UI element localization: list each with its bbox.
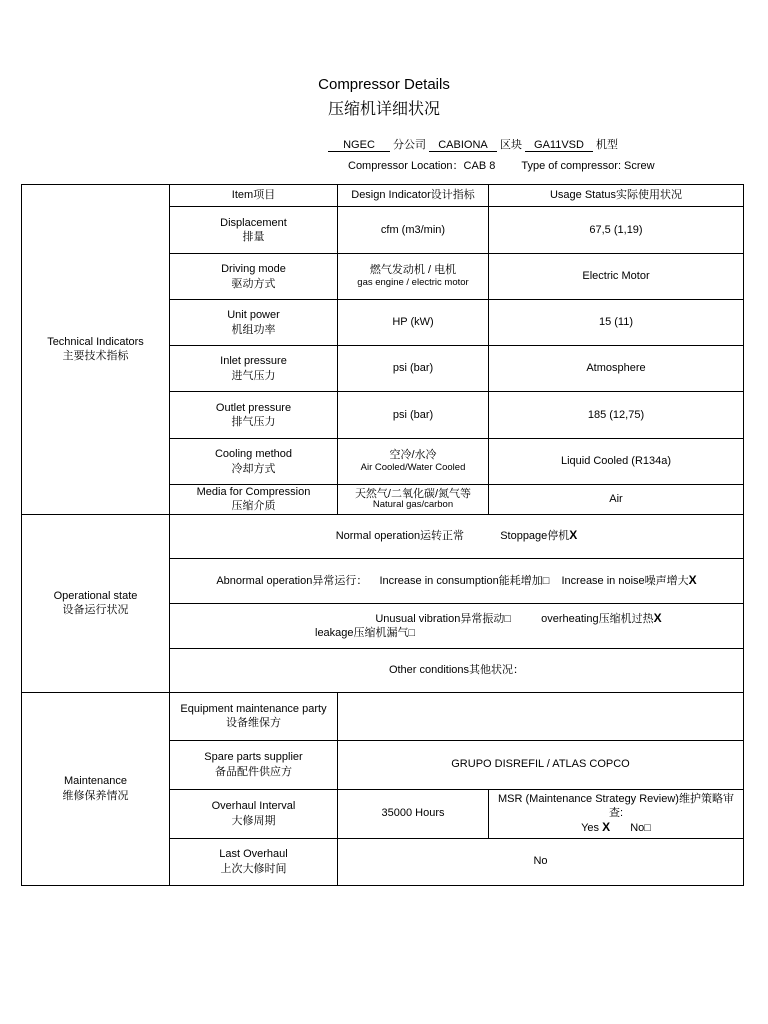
overheating-check-mark: X — [653, 610, 662, 625]
design-cell: cfm (m3/min) — [338, 207, 489, 254]
msr-yes-option: Yes — [581, 822, 600, 835]
item-cell: Outlet pressure 排气压力 — [170, 392, 338, 439]
noise-check-mark: X — [688, 572, 697, 587]
overheating-option: overheating压缩机过热 — [541, 612, 654, 625]
operational-section-label: Operational state 设备运行状况 — [22, 514, 170, 692]
page-title-chinese: 压缩机详细状况 — [327, 101, 440, 118]
item-cell: Inlet pressure 进气压力 — [170, 346, 338, 392]
item-cell: Spare parts supplier 备品配件供应方 — [170, 740, 338, 789]
usage-cell: Atmosphere — [489, 346, 744, 392]
technical-section-label: Technical Indicators 主要技术指标 — [22, 185, 170, 515]
maintenance-section-label: Maintenance 维修保养情况 — [22, 692, 170, 885]
msr-yes-check-mark: X — [602, 820, 611, 835]
abnormal-operation-label: Abnormal operation异常运行： — [216, 574, 368, 587]
company-value: NGEC — [328, 139, 390, 152]
item-cell: Overhaul Interval 大修周期 — [170, 789, 338, 838]
stoppage-check-mark: X — [569, 528, 578, 543]
consumption-option: Increase in consumption能耗增加□ — [379, 574, 550, 587]
vibration-option: Unusual vibration异常振动□ — [375, 612, 511, 625]
operational-row-normal — [22, 514, 744, 558]
design-cell: psi (bar) — [338, 392, 489, 439]
header-design: Design Indicator设计指标 — [338, 185, 489, 207]
block-value: CABIONA — [429, 139, 497, 152]
company-label: 分公司 — [393, 139, 426, 151]
design-cell: 空冷/水冷 Air Cooled/Water Cooled — [338, 439, 489, 485]
supplier-value: GRUPO DISREFIL / ATLAS COPCO — [338, 740, 744, 789]
usage-cell: 15 (11) — [489, 300, 744, 346]
usage-cell: Air — [489, 485, 744, 515]
item-cell: Last Overhaul 上次大修时间 — [170, 838, 338, 885]
design-cell: 天然气/二氧化碳/氮气等 Natural gas/carbon — [338, 485, 489, 515]
item-cell: Displacement 排量 — [170, 207, 338, 254]
model-label: 机型 — [596, 139, 618, 151]
item-cell: Cooling method 冷却方式 — [170, 439, 338, 485]
header-item: Item项目 — [170, 185, 338, 207]
msr-label: MSR (Maintenance Strategy Review)维护策略审查: — [498, 792, 734, 819]
msr-cell — [489, 789, 744, 838]
block-label: 区块 — [500, 139, 522, 151]
design-cell: 燃气发动机 / 电机 gas engine / electric motor — [338, 254, 489, 300]
item-cell: Equipment maintenance party 设备维保方 — [170, 692, 338, 740]
normal-operation-option: Normal operation运转正常 — [335, 530, 465, 543]
other-conditions: Other conditions其他状况： — [170, 648, 744, 692]
msr-no-option: No□ — [630, 822, 651, 835]
page-title: Compressor Details — [318, 76, 450, 93]
interval-value: 35000 Hours — [338, 789, 489, 838]
company-block-model-line — [328, 136, 621, 152]
usage-cell: 185 (12,75) — [489, 392, 744, 439]
model-value: GA11VSD — [525, 139, 593, 152]
compressor-details-table — [21, 184, 744, 886]
leakage-option: leakage压缩机漏气□ — [315, 627, 416, 640]
maintenance-row-party — [22, 692, 744, 740]
compressor-type: Type of compressor: Screw — [521, 160, 655, 172]
usage-cell: Electric Motor — [489, 254, 744, 300]
usage-cell: 67,5 (1,19) — [489, 207, 744, 254]
compressor-location: Compressor Location：CAB 8 — [348, 160, 496, 172]
design-cell: HP (kW) — [338, 300, 489, 346]
item-cell: Media for Compression 压缩介质 — [170, 485, 338, 515]
design-cell: psi (bar) — [338, 346, 489, 392]
maintenance-party-value — [338, 692, 744, 740]
stoppage-option: Stoppage停机 — [500, 530, 570, 543]
location-type-line — [348, 157, 655, 173]
item-cell: Unit power 机组功率 — [170, 300, 338, 346]
usage-cell: Liquid Cooled (R134a) — [489, 439, 744, 485]
item-cell: Driving mode 驱动方式 — [170, 254, 338, 300]
noise-option: Increase in noise噪声增大 — [561, 574, 689, 587]
header-usage: Usage Status实际使用状况 — [489, 185, 744, 207]
last-overhaul-value: No — [338, 838, 744, 885]
table-header-row — [22, 185, 744, 207]
